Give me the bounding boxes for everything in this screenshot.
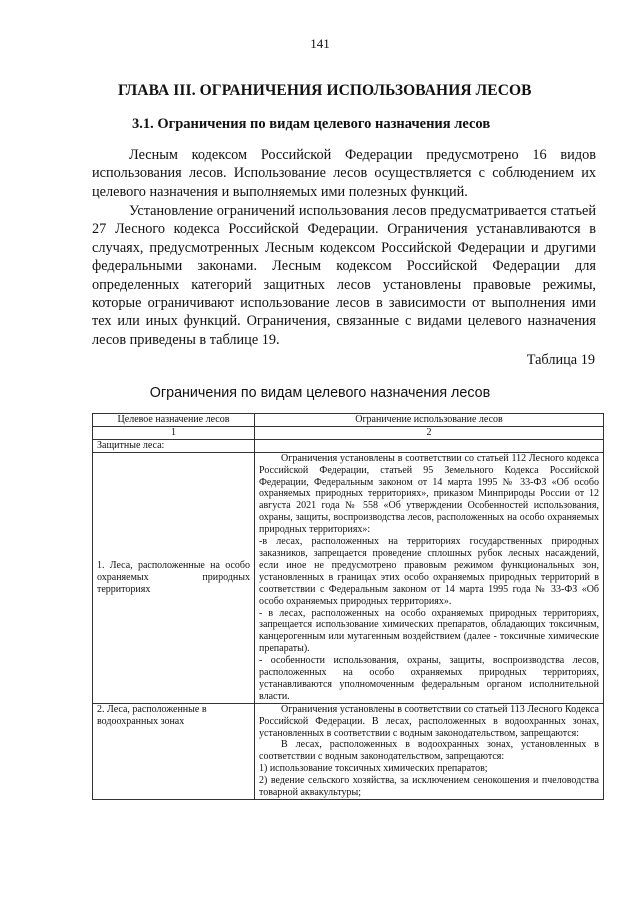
restriction-paragraph: 2) ведение сельского хозяйства, за исключением сенокошения и пчеловодства товарной аквакультуры; — [259, 775, 599, 799]
group-label: Защитные леса: — [93, 439, 255, 452]
restriction-paragraph: Ограничения установлены в соответствии со статьей 113 Лесного Кодекса Российской Федерации. В лесах, расположенных в водоохранных зонах, установленных в соответствии с водным законодательством, запрещаются: — [259, 703, 599, 739]
restriction-paragraph: - особенности использования, охраны, защиты, воспроизводства лесов, расположенных на особо охраняемых природных территориях, устанавливаются уполномоченным федеральным органом исполнительной власти. — [259, 655, 599, 702]
table-column-number: 1 — [93, 426, 255, 439]
body-paragraph: Лесным кодексом Российской Федерации предусмотрено 16 видов использования лесов. Использование лесов осуществляется с соблюдением их целевого назначения и выполняемых ими полезных функций. — [92, 147, 596, 200]
restriction-paragraph: - в лесах, расположенных на особо охраняемых природных территориях, запрещается использование химических препаратов, обладающих токсичным, канцерогенным или мутагенным воздействием (далее - токсичные химические препараты). — [259, 607, 599, 655]
restriction-paragraph: Ограничения установлены в соответствии со статьей 112 Лесного кодекса Российской Федерации, статьей 95 Земельного Кодекса Российской Федерации, Федеральным законом от 14 марта 1995 № 33-ФЗ «Об особо охраняемых природных территориях», приказом Минприроды России от 12 августа 2021 года № 558 «Об утверждении Особенностей использования, охраны, защиты, воспроизводства лесов, расположенных на особо охраняемых природных территориях»: — [259, 452, 599, 536]
group-empty-cell — [255, 439, 604, 452]
table-caption: Ограничения по видам целевого назначения лесов — [149, 385, 491, 401]
restriction-paragraph: -в лесах, расположенных на территориях государственных природных заказников, запрещается проведение сплошных рубок лесных насаждений, если иное не предусмотрено правовым режимом функциональных зон, установленных в границах этих особо охраняемых природных территорий в соответствии с Федеральным законом от 14 марта 1995 года № 33-ФЗ «Об особо охраняемых природных территориях». — [259, 536, 599, 607]
section-title: 3.1. Ограничения по видам целевого назначения лесов — [132, 116, 491, 132]
table-header-row — [93, 414, 604, 427]
restriction-cell — [255, 703, 604, 799]
restriction-cell — [255, 452, 604, 703]
table-header-cell: Ограничение использование лесов — [255, 414, 604, 427]
table-column-number: 2 — [255, 426, 604, 439]
table-column-number-row — [93, 426, 604, 439]
table-label: Таблица 19 — [526, 352, 595, 368]
restriction-paragraph: В лесах, расположенных в водоохранных зонах, установленных в соответствии с водным законодательством, запрещаются: — [259, 739, 599, 763]
table-row — [93, 452, 604, 703]
table-group-row — [93, 439, 604, 452]
body-paragraph: Установление ограничений использования лесов предусматривается статьей 27 Лесного кодекса Российской Федерации. Ограничения устанавливаются в случаях, предусмотренных Лесным кодексом Российской Федерации и другими федеральными законами. Лесным кодексом Российской Федерации для определенных категорий защитных лесов установлены правовые режимы, которые ограничивают использование лесов в зависимости от выполнения ими тех или иных функций. Ограничения, связанные с видами целевого назначения лесов приведены в таблице 19. — [92, 203, 596, 348]
chapter-title: ГЛАВА III. ОГРАНИЧЕНИЯ ИСПОЛЬЗОВАНИЯ ЛЕСОВ — [118, 82, 532, 99]
page-number: 141 — [310, 36, 330, 51]
table-header-cell: Целевое назначение лесов — [93, 414, 255, 427]
forest-purpose-cell: 1. Леса, расположенные на особо охраняемых природных территориях — [93, 452, 255, 703]
forest-purpose-cell: 2. Леса, расположенные в водоохранных зонах — [93, 703, 255, 799]
table-row — [93, 703, 604, 799]
restrictions-table — [92, 413, 604, 800]
restriction-paragraph: 1) использование токсичных химических препаратов; — [259, 763, 488, 775]
